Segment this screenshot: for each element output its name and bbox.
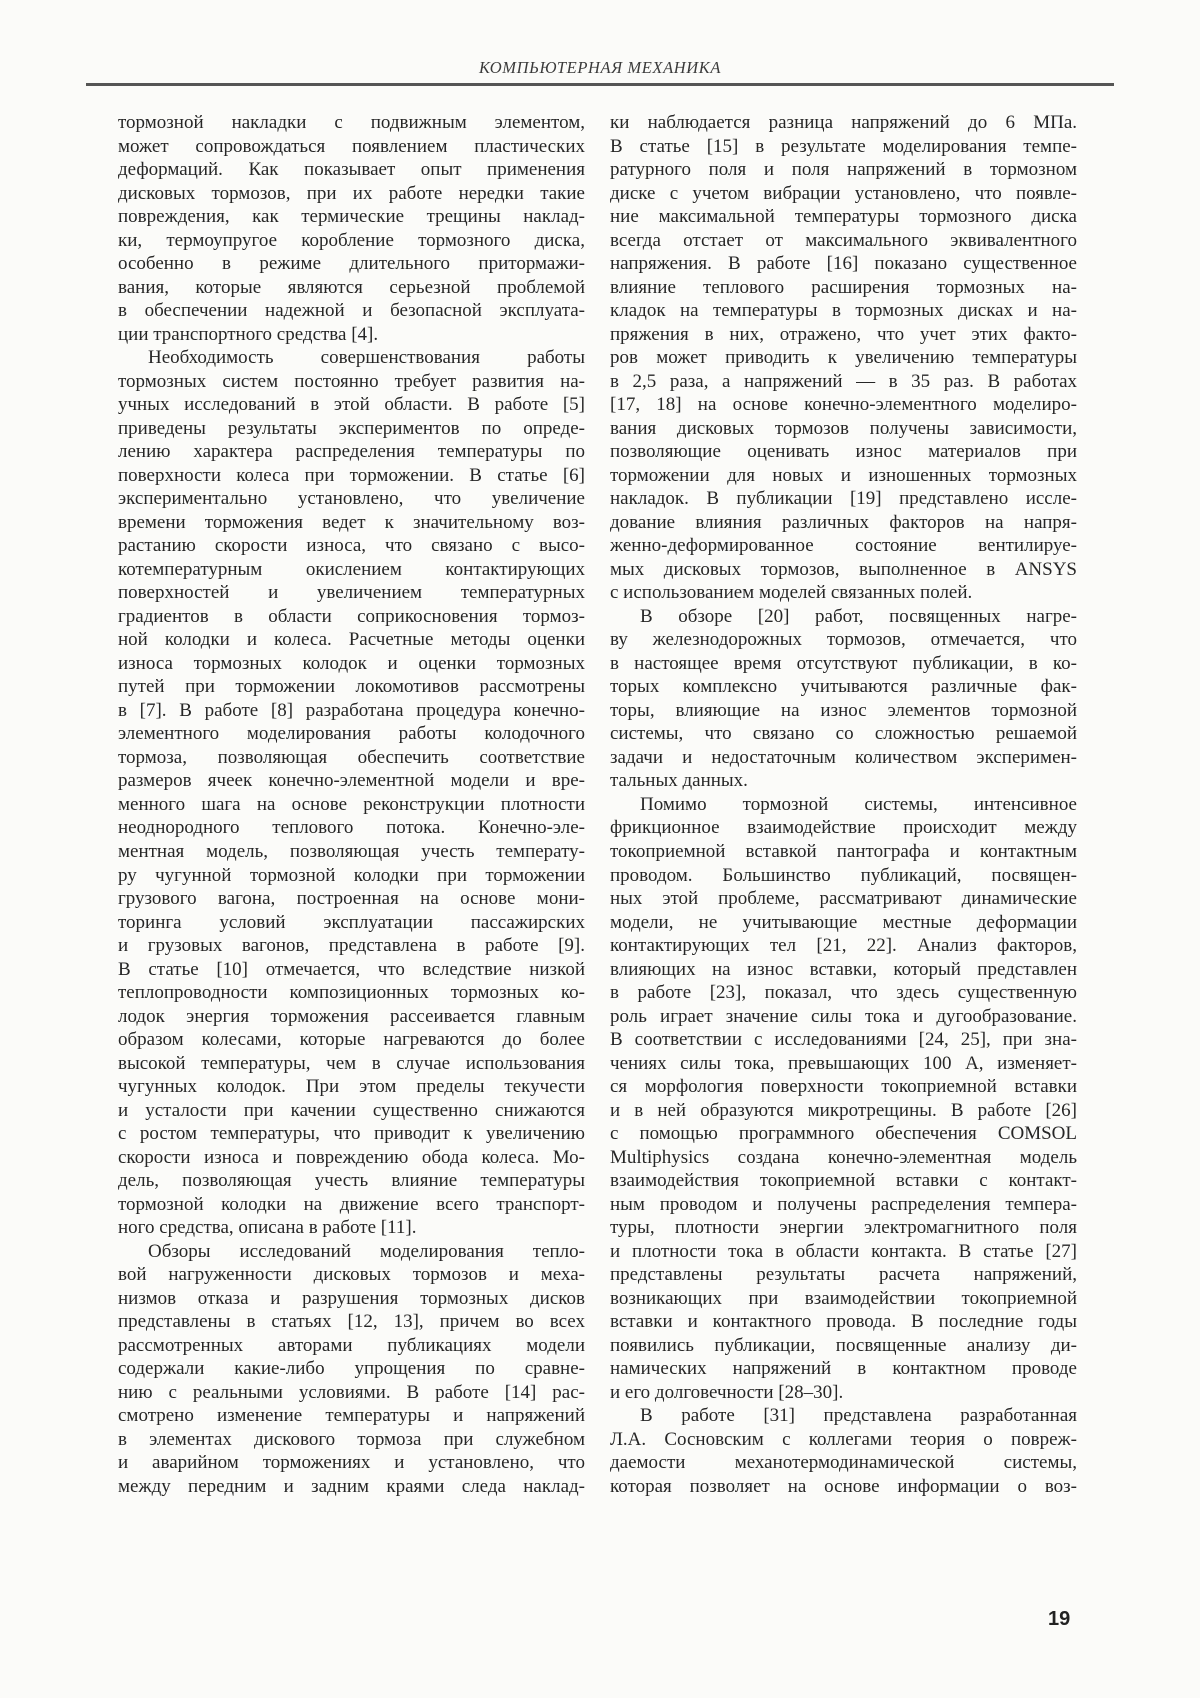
text-line: взаимодействия токоприемной вставки с контакт- <box>610 1170 1077 1192</box>
text-line: особенно в режиме длительного притормажи- <box>118 253 585 275</box>
page-number: 19 <box>1048 1608 1071 1630</box>
text-line: неоднородного теплового потока. Конечно-эле- <box>118 817 585 839</box>
text-line: возникающих при взаимодействии токоприемной <box>610 1287 1077 1309</box>
text-line: грузового вагона, построенная на основе мони- <box>118 888 585 910</box>
text-line: в 2,5 раза, а напряжений — в 35 раз. В работах <box>610 370 1077 392</box>
text-line: содержали какие-либо упрощения по сравне- <box>118 1358 585 1380</box>
text-line: диске с учетом вибрации установлено, что появле- <box>610 182 1077 204</box>
text-line: дование влияния различных факторов на напря- <box>610 511 1077 533</box>
text-line: ров может приводить к увеличению температуры <box>610 347 1077 369</box>
text-line: Multiphysics создана конечно-элементная модель <box>610 1146 1077 1168</box>
text-line: скорости износа и повреждению обода колеса. Мо- <box>118 1146 585 1168</box>
text-line: В работе [31] представлена разработанная <box>640 1405 1077 1427</box>
text-line: ки наблюдается разница напряжений до 6 МПа. <box>610 112 1077 133</box>
text-line: котемпературным окислением контактирующих <box>118 558 585 580</box>
text-line: мых дисковых тормозов, выполненное в ANSYS <box>610 558 1077 580</box>
text-line: появились публикации, посвященные анализу ди- <box>610 1334 1077 1356</box>
text-line: роль играет значение силы тока и дугообразование. <box>610 1005 1077 1027</box>
text-line: между передним и задним краями следа наклад- <box>118 1475 585 1497</box>
text-line: и плотности тока в области контакта. В статье [27] <box>610 1240 1077 1262</box>
text-line: чениях силы тока, превышающих 100 А, изменяет- <box>610 1052 1077 1074</box>
text-line: растанию скорости износа, что связано с высо- <box>118 535 585 557</box>
text-line: кладок на температуры в тормозных дисках и на- <box>610 300 1077 322</box>
text-line: даемости механотермодинамической системы, <box>610 1452 1077 1474</box>
text-line: элементного моделирования работы колодочного <box>118 723 585 745</box>
column-left <box>118 111 585 1498</box>
text-line: в обеспечении надежной и безопасной эксплуата- <box>118 300 585 322</box>
text-line: контактирующих тел [21, 22]. Анализ факторов, <box>610 935 1077 957</box>
text-line: ных этой проблеме, рассматривают динамические <box>610 888 1077 910</box>
text-line: намических напряжений в контактном проводе <box>610 1358 1077 1380</box>
text-line: которая позволяет на основе информации о воз- <box>610 1475 1077 1497</box>
text-line: тормозной колодки на движение всего транспорт- <box>118 1193 585 1215</box>
text-line: с помощью программного обеспечения COMSOL <box>610 1123 1077 1145</box>
text-line: ву железнодорожных тормозов, отмечается, что <box>610 629 1077 651</box>
running-head: КОМПЬЮТЕРНАЯ МЕХАНИКА <box>478 58 722 77</box>
paragraph <box>610 111 1077 605</box>
text-line: ние максимальной температуры тормозного диска <box>610 206 1077 228</box>
text-line: торы, влияющие на износ элементов тормозной <box>610 699 1077 721</box>
text-line: фрикционное взаимодействие происходит между <box>610 817 1077 839</box>
text-line: торых комплексно учитываются различные фак- <box>610 676 1077 698</box>
text-line: системы, что связано со сложностью решаемой <box>610 723 1077 745</box>
text-line: чугунных колодок. При этом пределы текучести <box>118 1076 585 1098</box>
text-line: вставки и контактного провода. В последние годы <box>610 1311 1077 1333</box>
text-line: пряжения в них, отражено, что учет этих факто- <box>610 323 1077 345</box>
text-line: ру чугунной тормозной колодки при торможении <box>118 864 585 886</box>
text-line: менного шага на основе реконструкции плотности <box>118 793 585 815</box>
text-line: представлены в статьях [12, 13], причем во всех <box>118 1311 585 1333</box>
text-line: дисковых тормозов, при их работе нередки такие <box>118 182 585 204</box>
text-line: высокой температуры, чем в случае использования <box>118 1052 585 1074</box>
text-line: в работе [23], показал, что здесь существенную <box>610 982 1077 1004</box>
text-line: лению характера распределения температуры по <box>118 441 585 463</box>
text-line: нию с реальными условиями. В работе [14] рас- <box>118 1381 585 1403</box>
text-line: накладок. В публикации [19] представлено иссле- <box>610 488 1077 510</box>
text-line: теплопроводности композиционных тормозных ко- <box>118 982 585 1004</box>
text-line: в настоящее время отсутствуют публикации, в ко- <box>610 652 1077 674</box>
text-line: градиентов в области соприкосновения тормоз- <box>118 605 585 627</box>
text-line: дель, позволяющая учесть влияние температуры <box>118 1170 585 1192</box>
text-line: модели, не учитывающие местные деформации <box>610 911 1077 933</box>
text-line: ной колодки и колеса. Расчетные методы оценки <box>118 629 585 651</box>
text-line: [17, 18] на основе конечно-элементного моделиро- <box>610 394 1077 416</box>
text-line: ции транспортного средства [4]. <box>118 323 379 345</box>
text-line: ным проводом и получены распределения темпера- <box>610 1193 1077 1215</box>
text-line: В обзоре [20] работ, посвященных нагре- <box>640 605 1077 627</box>
text-line: токоприемной вставкой пантографа и контактным <box>610 840 1077 862</box>
paragraph <box>118 1240 585 1499</box>
text-line: ного средства, описана в работе [11]. <box>118 1217 417 1239</box>
text-line: задачи и недостаточным количеством эксперимен- <box>610 746 1077 768</box>
text-line: путей при торможении локомотивов рассмотрены <box>118 676 585 698</box>
text-line: поверхности колеса при торможении. В статье [6] <box>118 464 585 486</box>
text-line: напряжения. В работе [16] показано существенное <box>610 253 1077 275</box>
text-line: размеров ячеек конечно-элементной модели и вре- <box>118 770 585 792</box>
text-line: учных исследований в этой области. В работе [5] <box>118 394 585 416</box>
text-line: приведены результаты экспериментов по опреде- <box>118 417 585 439</box>
paragraph <box>610 1404 1077 1498</box>
text-line: и аварийном торможениях и установлено, что <box>118 1452 585 1474</box>
text-line: повреждения, как термические трещины наклад- <box>118 206 585 228</box>
text-line: влияние теплового расширения тормозных на- <box>610 276 1077 298</box>
text-line: Помимо тормозной системы, интенсивное <box>640 793 1077 815</box>
text-line: с использованием моделей связанных полей. <box>610 582 973 604</box>
text-line: представлены результаты расчета напряжений, <box>610 1264 1077 1286</box>
text-line: рассмотренных авторами публикациях модели <box>118 1334 585 1356</box>
text-line: времени торможения ведет к значительному воз- <box>118 511 585 533</box>
text-line: может сопровождаться появлением пластических <box>118 135 585 157</box>
text-line: низмов отказа и разрушения тормозных дисков <box>118 1287 585 1309</box>
paragraph <box>610 793 1077 1404</box>
column-right <box>610 111 1077 1498</box>
text-line: и его долговечности [28–30]. <box>610 1381 844 1403</box>
text-line: и грузовых вагонов, представлена в работе [9]. <box>118 935 585 957</box>
text-line: Необходимость совершенствования работы <box>148 347 585 369</box>
paragraph <box>610 605 1077 793</box>
text-line: женно-деформированное состояние вентилируе- <box>610 535 1077 557</box>
text-line: поверхностей и увеличением температурных <box>118 582 585 604</box>
text-line: образом колесами, которые нагреваются до более <box>118 1029 585 1051</box>
paragraph <box>118 111 585 346</box>
text-line: ратурного поля и поля напряжений в тормозном <box>610 159 1077 181</box>
header-rule <box>86 83 1114 86</box>
text-line: и в ней образуются микротрещины. В работе [26] <box>610 1099 1077 1121</box>
text-line: всегда отстает от максимального эквивалентного <box>610 229 1077 251</box>
text-line: вой нагруженности дисковых тормозов и меха- <box>118 1264 585 1286</box>
text-line: ся морфология поверхности токоприемной вставки <box>610 1076 1077 1098</box>
text-line: износа тормозных колодок и оценки тормозных <box>118 652 585 674</box>
text-line: в элементах дискового тормоза при служебном <box>118 1428 585 1450</box>
text-line: В статье [15] в результате моделирования темпе- <box>610 135 1077 157</box>
text-line: и усталости при качении существенно снижаются <box>118 1099 585 1121</box>
text-line: с ростом температуры, что приводит к увеличению <box>118 1123 585 1145</box>
text-line: вания дисковых тормозов получены зависимости, <box>610 417 1077 439</box>
paragraph <box>118 346 585 1240</box>
text-line: позволяющие оценивать износ материалов при <box>610 441 1077 463</box>
text-line: ки, термоупругое коробление тормозного диска, <box>118 229 585 251</box>
text-line: туры, плотности энергии электромагнитного поля <box>610 1217 1077 1239</box>
text-line: вания, которые являются серьезной проблемой <box>118 276 585 298</box>
text-line: смотрено изменение температуры и напряжений <box>118 1405 585 1427</box>
text-line: тормозной накладки с подвижным элементом, <box>118 112 585 133</box>
text-line: тормозных систем постоянно требует развития на- <box>118 370 585 392</box>
text-line: В соответствии с исследованиями [24, 25], при зна- <box>610 1029 1077 1051</box>
text-line: влияющих на износ вставки, который представлен <box>610 958 1077 980</box>
text-line: тальных данных. <box>610 770 748 792</box>
text-line: торинга условий эксплуатации пассажирских <box>118 911 585 933</box>
text-line: В статье [10] отмечается, что вследствие низкой <box>118 958 585 980</box>
text-line: экспериментально установлено, что увеличение <box>118 488 585 510</box>
text-line: Л.А. Сосновским с коллегами теория о повреж- <box>610 1428 1077 1450</box>
text-line: Обзоры исследований моделирования тепло- <box>148 1240 585 1262</box>
text-line: ментная модель, позволяющая учесть температу- <box>118 840 585 862</box>
text-line: тормоза, позволяющая обеспечить соответствие <box>118 746 585 768</box>
text-line: лодок энергия торможения рассеивается главным <box>118 1005 585 1027</box>
text-line: деформаций. Как показывает опыт применения <box>118 159 585 181</box>
text-line: в [7]. В работе [8] разработана процедура конечно- <box>118 699 585 721</box>
text-line: торможении для новых и изношенных тормозных <box>610 464 1077 486</box>
text-line: проводом. Большинство публикаций, посвящен- <box>610 864 1077 886</box>
